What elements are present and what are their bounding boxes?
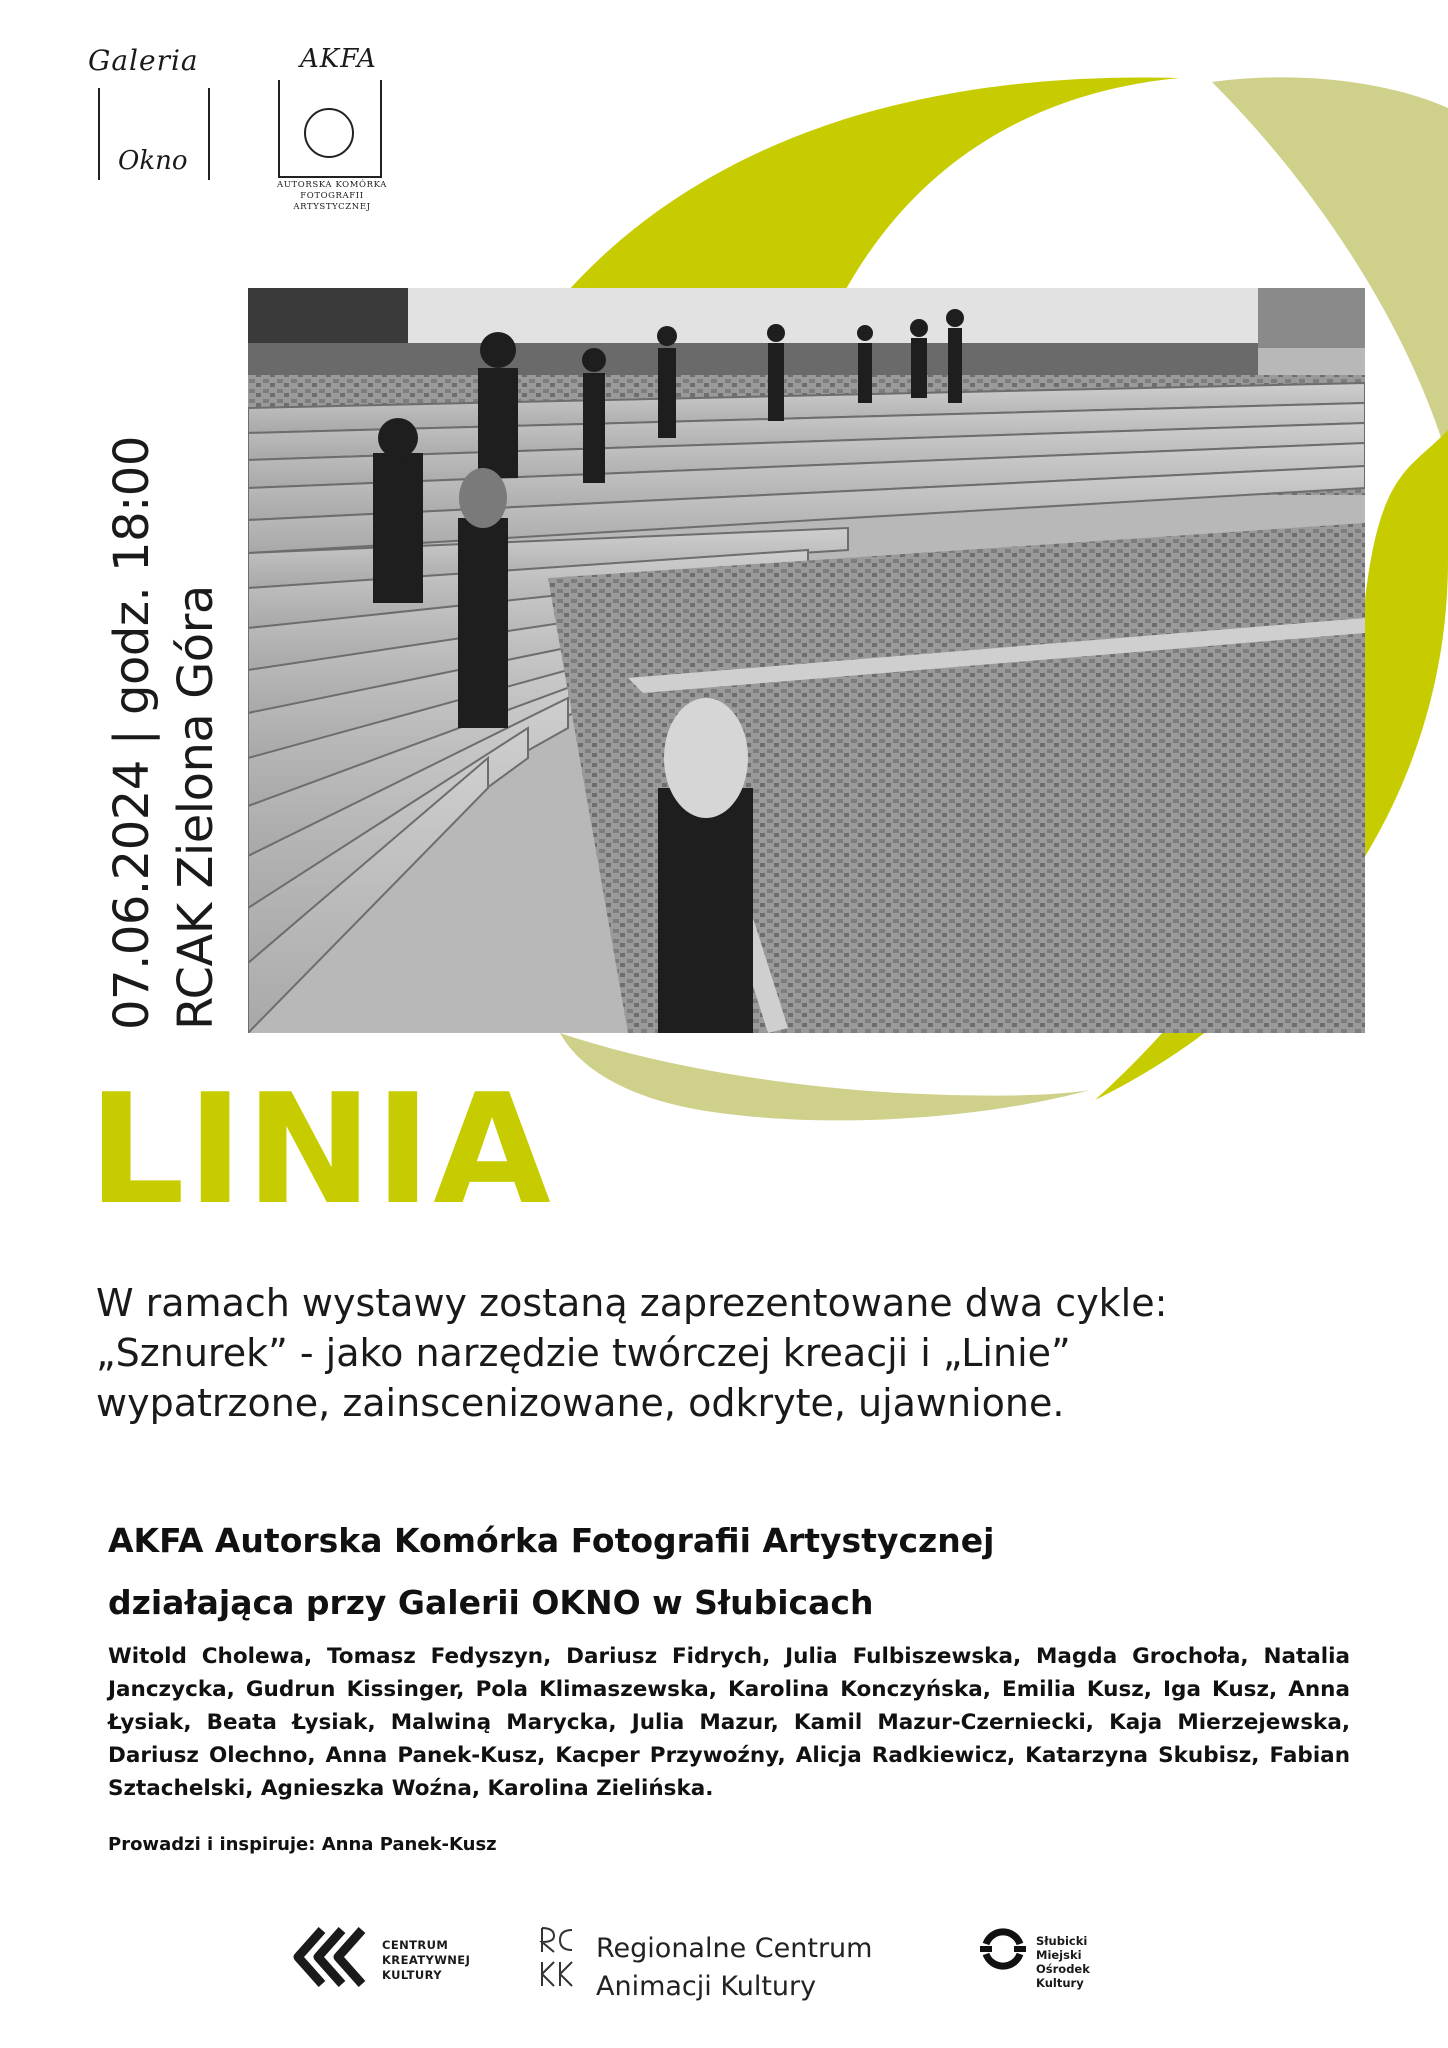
akfa-logo [262,44,392,212]
akfa-logo-caption: AUTORSKA KOMÓRKA FOTOGRAFII ARTYSTYCZNEJ [277,180,387,212]
ckk-logo [292,1922,492,2002]
intro-line: wypatrzone, zainscenizowane, odkryte, ujawnione. [96,1381,1065,1425]
rcak-mark-icon [538,1922,578,1992]
rcak-logo [538,1922,938,2002]
intro-text [96,1278,1376,1428]
akfa-logo-text: AKFA [300,44,377,74]
smok-logo-text: Słubicki Miejski Ośrodek Kultury [1036,1934,1090,1990]
akfa-heading-line: działająca przy Galerii OKNO w Słubicach [108,1583,874,1622]
galeria-logo-text: Galeria [88,44,199,77]
event-details-vertical [100,436,228,1030]
rcak-logo-text: Regionalne Centrum Animacji Kultury [596,1933,873,2002]
event-venue: RCAK Zielona Góra [168,585,224,1030]
intro-line: W ramach wystawy zostaną zaprezentowane dwa cykle: [96,1281,1168,1325]
akfa-lens-icon [304,108,354,158]
smok-logo [978,1922,1128,2012]
galeria-okno-logo [88,44,218,189]
exhibition-photo [248,288,1365,1033]
event-date: 07.06.2024 | godz. 18:00 [104,436,160,1030]
smok-ring-icon [978,1922,1028,1978]
okno-logo-text: Okno [118,146,188,176]
akfa-heading-line: AKFA Autorska Komórka Fotografii Artystycznej [108,1521,995,1560]
lead-credit: Prowadzi i inspiruje: Anna Panek-Kusz [108,1834,497,1855]
ckk-chevrons-icon [292,1922,372,1992]
members-list: Witold Cholewa, Tomasz Fedyszyn, Dariusz Fidrych, Julia Fulbiszewska, Magda Grochoła, Natalia Janczycka, Gudrun Kissinger, Pola Klimaszewska, Karolina Konczyńska, Emilia Kusz, Iga Kusz, Anna Łysiak, Beata Łysiak, Malwiną Marycka, Julia Mazur, Kamil Mazur-Czerniecki, Kaja Mierzejewska, Dariusz Olechno, Anna Panek-Kusz, Kacper Przywoźny, Alicja Radkiewicz, Katarzyna Skubisz, Fabian Sztachelski, Agnieszka Woźna, Karolina Zielińska. [108,1644,1350,1801]
intro-line: „Sznurek” - jako narzędzie twórczej kreacji i „Linie” [96,1331,1071,1375]
ckk-logo-text: CENTRUM KREATYWNEJ KULTURY [382,1938,471,1982]
akfa-heading [108,1510,994,1634]
exhibition-title: LINIA [88,1061,553,1238]
